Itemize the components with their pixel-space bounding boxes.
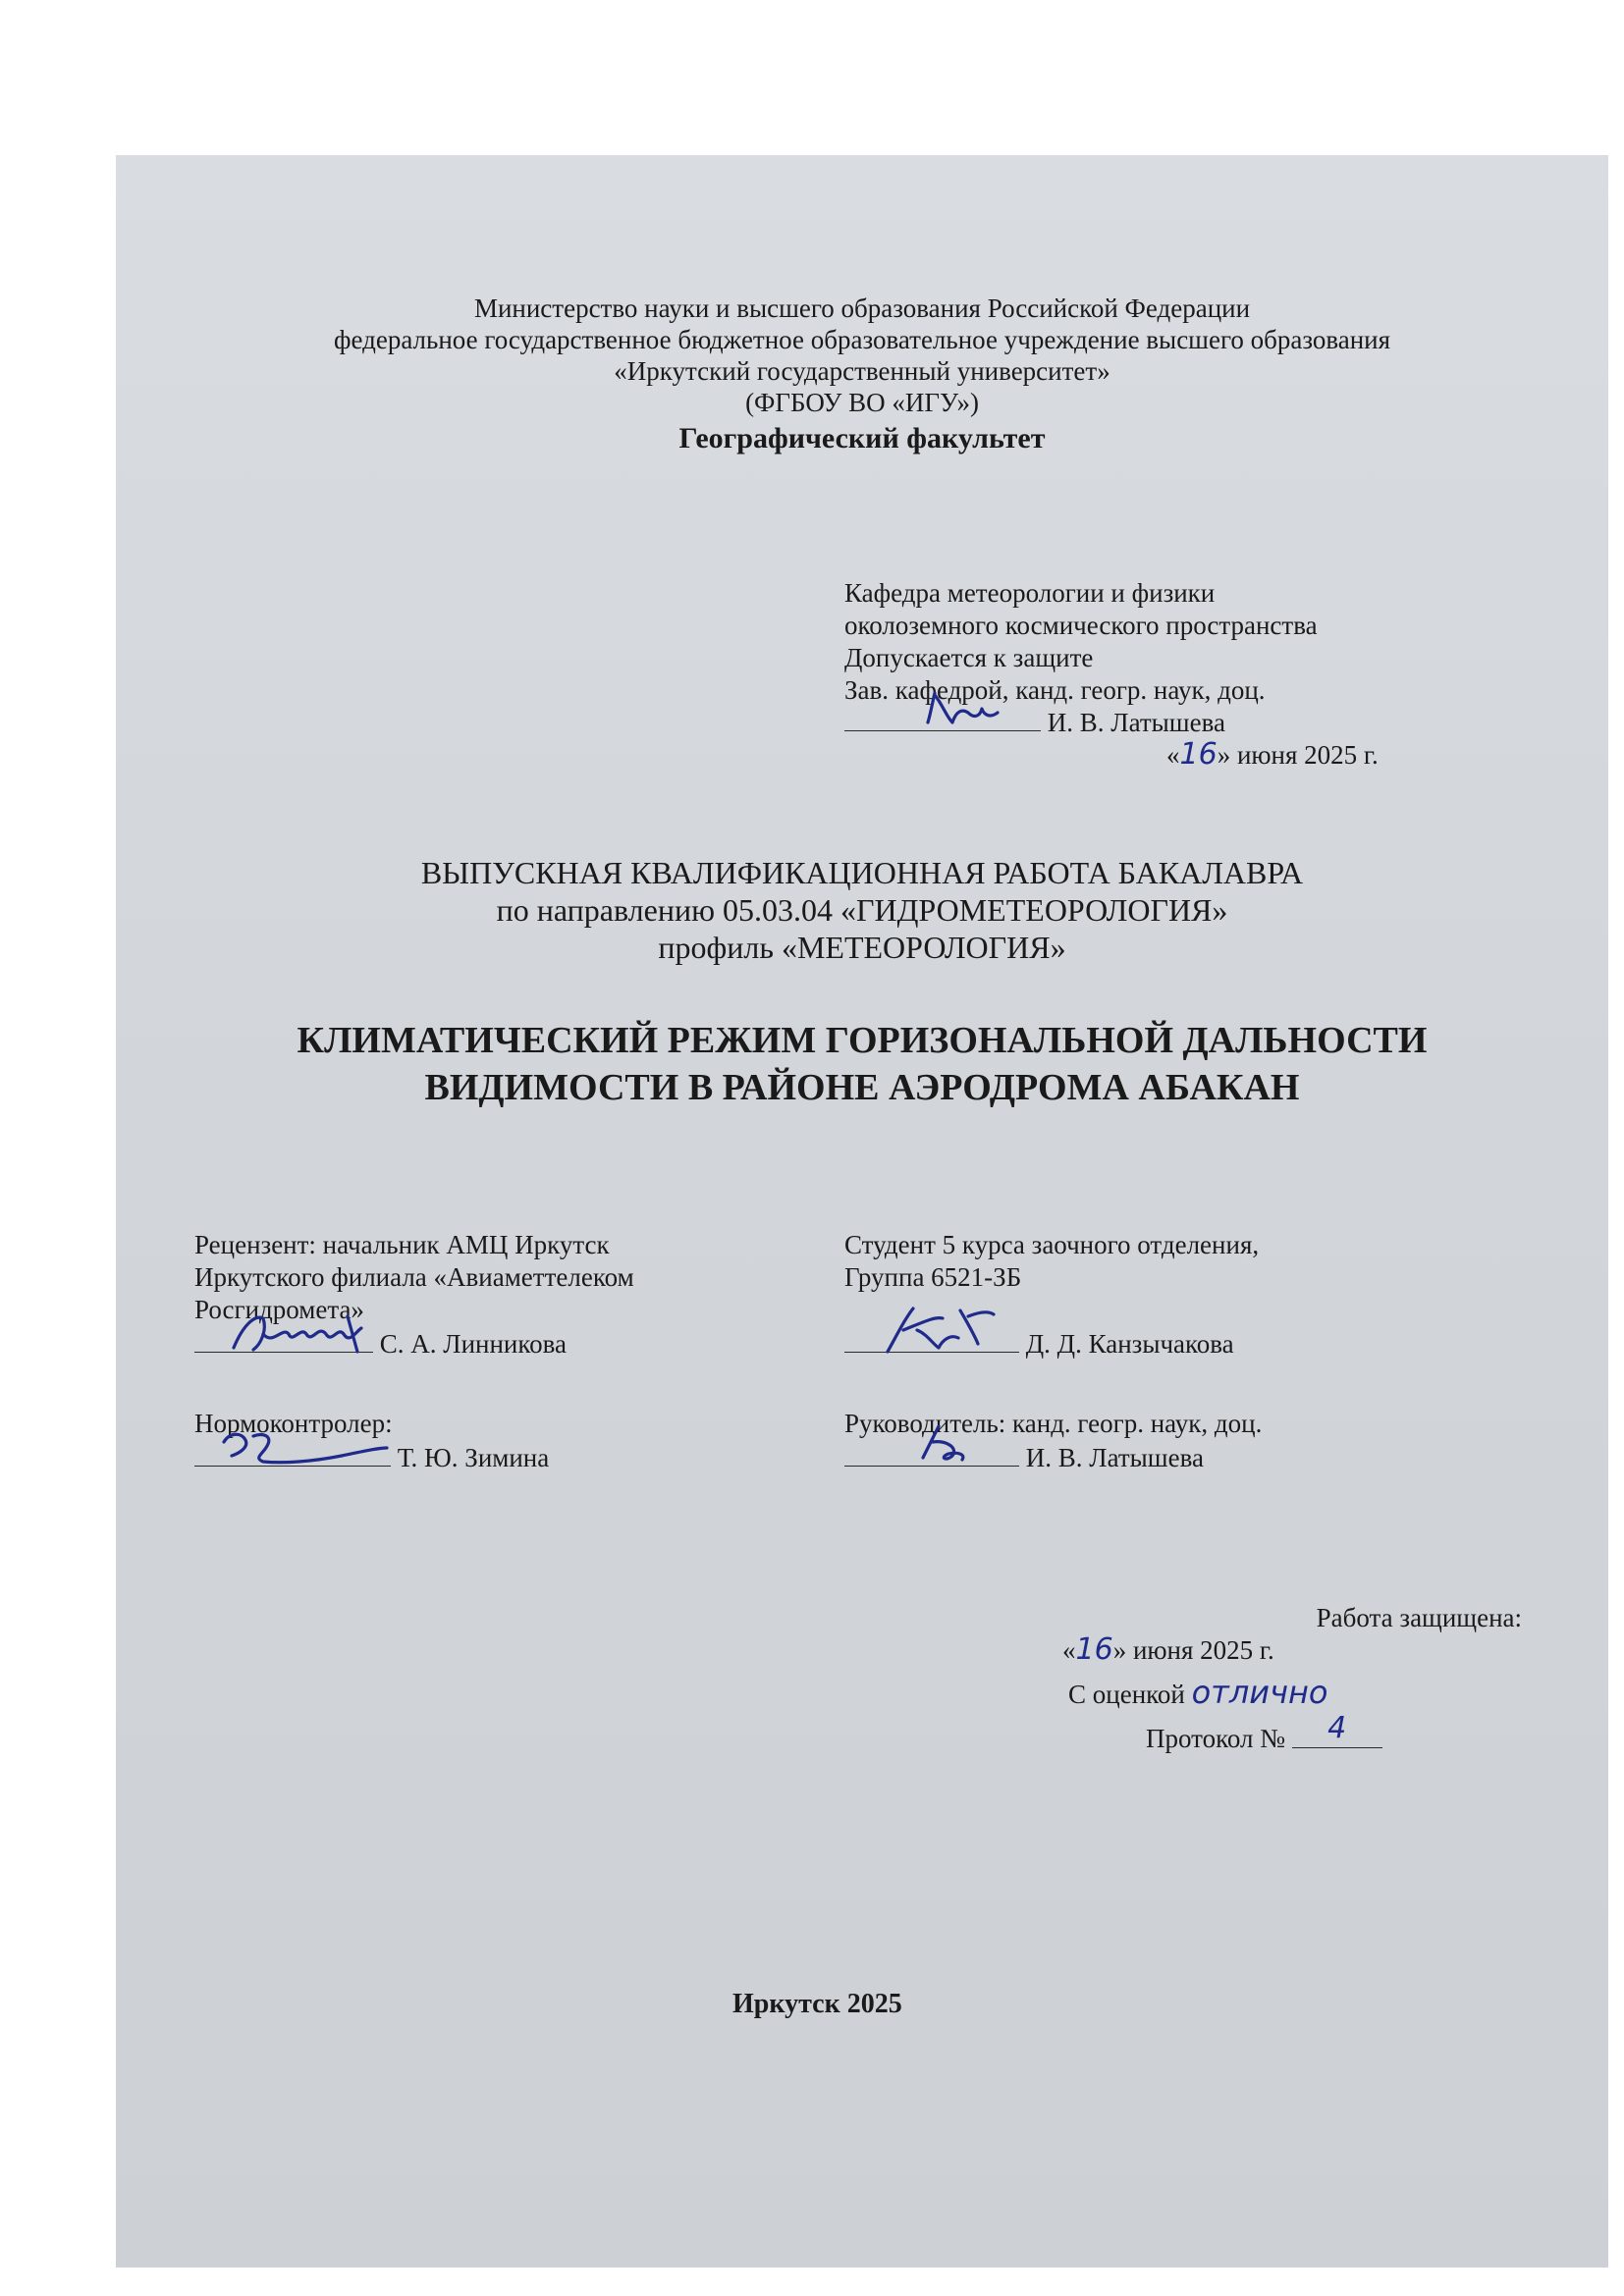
student-line-1: Студент 5 курса заочного отделения, (844, 1230, 1260, 1259)
ministry-line (116, 293, 1608, 324)
head-signature-icon (844, 683, 1041, 732)
defense-date-day: 16 (1075, 1632, 1113, 1667)
topic-line-2: ВИДИМОСТИ В РАЙОНЕ АЭРОДРОМА АБАКАН (424, 1067, 1300, 1108)
head-title-line: Зав. кафедрой, канд. геогр. наук, доц. (844, 675, 1266, 705)
document-sheet (116, 155, 1608, 2268)
university-line (116, 355, 1608, 387)
institution-line (116, 324, 1608, 355)
reviewer-signature-blank (194, 1326, 373, 1353)
normcontrol-signature-line (194, 1440, 549, 1474)
reviewer-signature-icon (194, 1305, 381, 1360)
department-line-2: околоземного космического пространства (844, 611, 1318, 640)
defense-date-open: « (1062, 1635, 1076, 1665)
topic-line-1: КЛИМАТИЧЕСКИЙ РЕЖИМ ГОРИЗОНАЛЬНОЙ ДАЛЬНОСТИ (297, 1020, 1428, 1061)
approval-date-open: « (1166, 740, 1180, 770)
student-signature-icon (844, 1305, 1031, 1363)
work-profile: профиль «МЕТЕОРОЛОГИЯ» (658, 930, 1066, 965)
defense-grade (1068, 1674, 1328, 1711)
work-direction: по направлению 05.03.04 «ГИДРОМЕТЕОРОЛОГИЯ» (496, 892, 1228, 928)
student-name: Д. Д. Канзычакова (1025, 1329, 1234, 1359)
defense-protocol (1146, 1711, 1382, 1755)
normcontrol-signature-blank (194, 1440, 391, 1467)
reviewer-name: С. А. Линникова (379, 1329, 567, 1359)
university-text: «Иркутский государственный университет» (614, 356, 1110, 386)
faculty-text: Географический факультет (678, 422, 1046, 454)
student-signature-blank (844, 1326, 1019, 1353)
reviewer-line-2: Иркутского филиала «Авиаметтелеком (194, 1262, 634, 1292)
reviewer-signature-line (194, 1326, 567, 1361)
approval-date-rest: » июня 2025 г. (1217, 740, 1379, 770)
head-signature-blank (844, 705, 1041, 731)
ministry-text: Министерство науки и высшего образования Российской Федерации (473, 294, 1251, 323)
university-abbr-line (116, 387, 1608, 418)
university-abbr-text: (ФГБОУ ВО «ИГУ») (745, 388, 979, 417)
defense-grade-label: С оценкой (1068, 1680, 1185, 1709)
defense-protocol-number: 4 (1327, 1711, 1347, 1745)
reviewer-line-1: Рецензент: начальник АМЦ Иркутск (194, 1230, 610, 1259)
defense-grade-value: отлично (1191, 1674, 1328, 1711)
defense-date (1062, 1633, 1274, 1667)
department-line-1: Кафедра метеорологии и физики (844, 578, 1216, 608)
supervisor-name: И. В. Латышева (1025, 1443, 1204, 1472)
head-signature-line (844, 705, 1225, 739)
defense-date-rest: » июня 2025 г. (1112, 1635, 1274, 1665)
student-signature-line (844, 1326, 1234, 1361)
approval-date-day: 16 (1179, 737, 1218, 772)
faculty-title (116, 422, 1608, 455)
institution-text: федеральное государственное бюджетное образовательное учреждение высшего образования (333, 325, 1391, 354)
defense-protected: Работа защищена: (1316, 1603, 1522, 1632)
normcontrol-signature-icon (194, 1418, 401, 1471)
supervisor-signature-blank (844, 1440, 1019, 1467)
defense-protocol-blank (1292, 1711, 1382, 1748)
supervisor-signature-line (844, 1440, 1204, 1474)
normcontrol-label: Нормоконтролер: (194, 1409, 393, 1438)
city-year: Иркутск 2025 (732, 1989, 902, 2019)
defense-protocol-label: Протокол № (1146, 1724, 1285, 1753)
supervisor-label: Руководитель: канд. геогр. наук, доц. (844, 1409, 1263, 1438)
normcontrol-name: Т. Ю. Зимина (397, 1443, 550, 1472)
student-line-2: Группа 6521-ЗБ (844, 1262, 1022, 1292)
reviewer-line-3: Росгидромета» (194, 1295, 364, 1324)
admitted-line: Допускается к защите (844, 643, 1094, 672)
approval-date (1166, 738, 1379, 772)
head-name: И. В. Латышева (1047, 708, 1225, 737)
work-type: ВЫПУСКНАЯ КВАЛИФИКАЦИОННАЯ РАБОТА БАКАЛАВРА (420, 855, 1304, 890)
supervisor-signature-icon (844, 1418, 1031, 1471)
